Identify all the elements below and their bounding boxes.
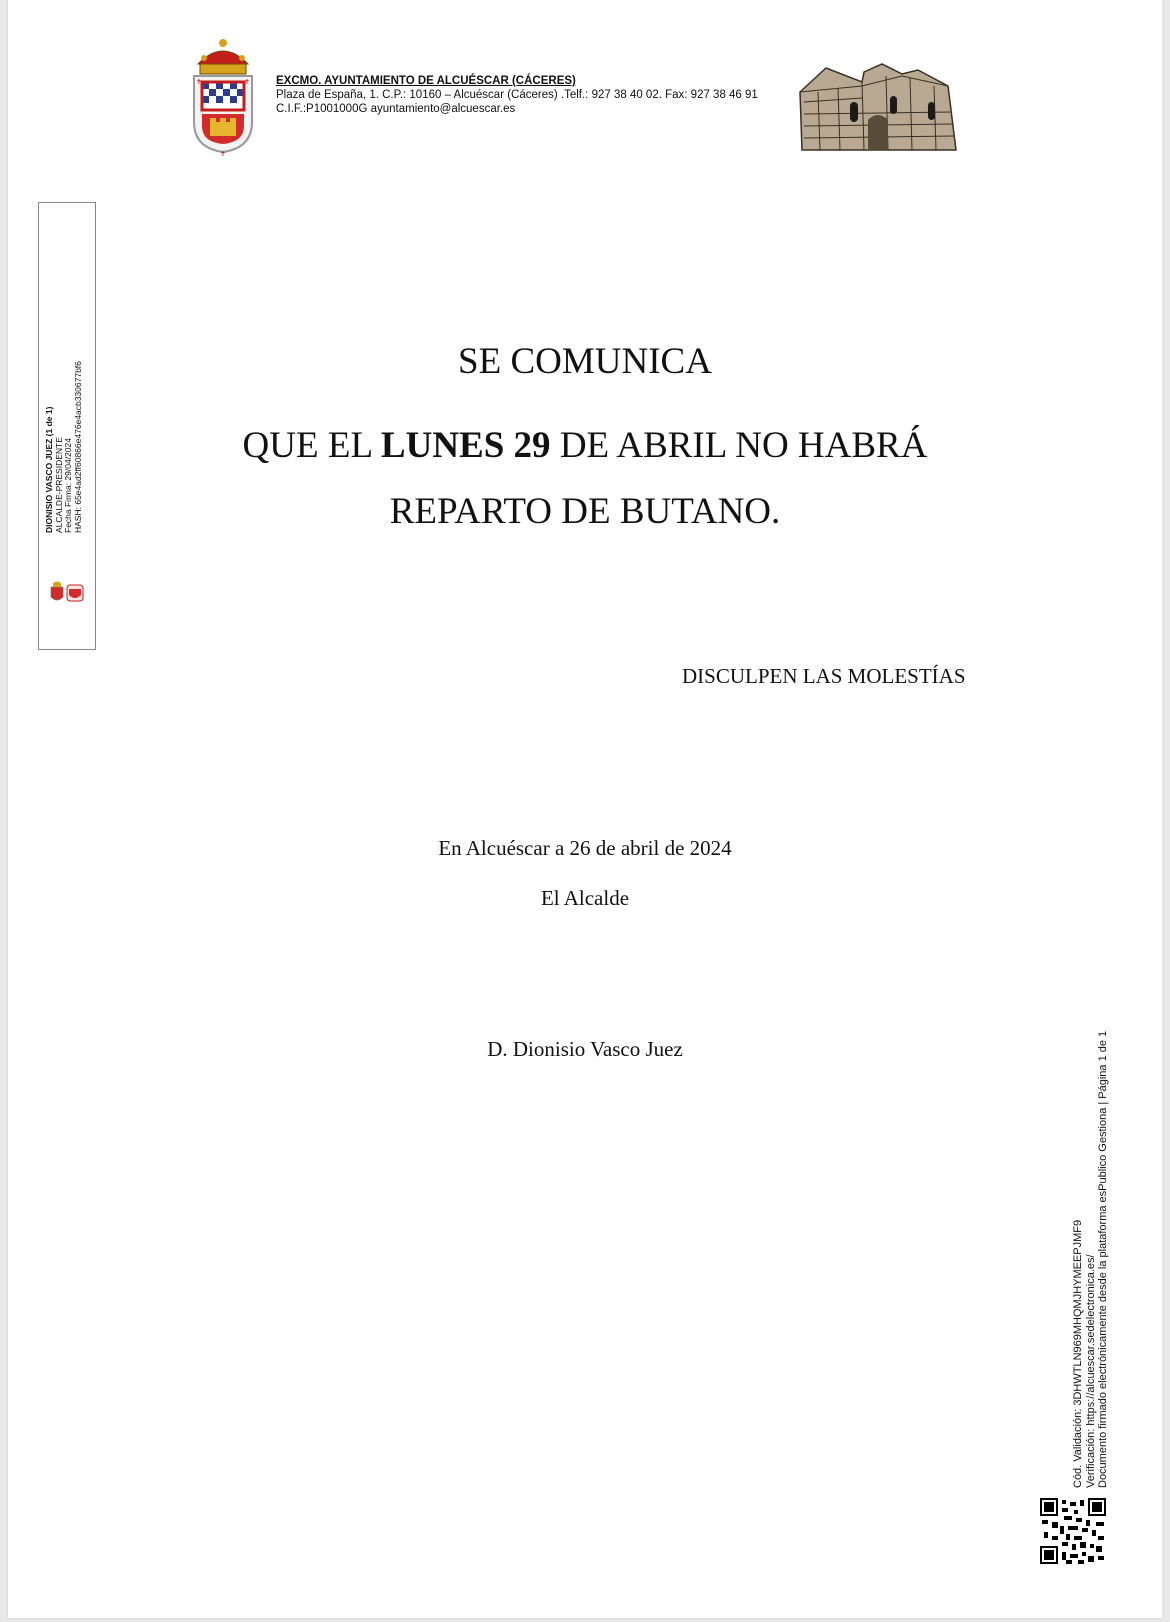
validation-text bbox=[1072, 988, 1110, 1488]
institution-title: EXCMO. AYUNTAMIENTO DE ALCUÉSCAR (CÁCERES) bbox=[276, 75, 576, 87]
qr-code-icon[interactable] bbox=[1040, 1498, 1106, 1564]
apology-text: DISCULPEN LAS MOLESTÍAS bbox=[682, 664, 966, 688]
signer-title: El Alcalde bbox=[540, 886, 630, 910]
svg-text:✝: ✝ bbox=[196, 78, 202, 86]
svg-text:✝: ✝ bbox=[220, 150, 226, 156]
line1-date-bold: LUNES 29 bbox=[380, 425, 551, 466]
svg-text:✝: ✝ bbox=[244, 78, 250, 86]
document-page bbox=[8, 0, 1162, 1618]
signature-date: Fecha Firma: 29/04/2024 bbox=[63, 438, 73, 533]
validation-url: Verificación: https://alcuescar.sedelectronica.es/ bbox=[1084, 1254, 1097, 1488]
signature-hash: HASH: 65e4ad2ff60866e476e4acb330677bf6 bbox=[72, 361, 83, 533]
institution-address: Plaza de España, 1. C.P.: 10160 – Alcuéscar (Cáceres) .Telf.: 927 38 40 02. Fax: 927 38 46 91 bbox=[276, 89, 758, 101]
signer-role: ALCALDE-PRESIDENTE bbox=[53, 437, 64, 533]
coat-of-arms-icon bbox=[186, 34, 260, 156]
institution-cif: C.I.F.:P1001000G ayuntamiento@alcuescar.es bbox=[276, 103, 516, 115]
line1-suffix: DE ABRIL NO HABRÁ bbox=[550, 425, 928, 466]
validation-code: Cód. Validación: 3DHWTLN969MHQMJHYMEEPJMF9 bbox=[1072, 1219, 1084, 1488]
church-ruin-image bbox=[798, 62, 960, 154]
signer-name: DIONISIO VASCO JUEZ (1 de 1) bbox=[44, 406, 54, 533]
announcement-line-1 bbox=[0, 424, 1170, 467]
signature-logo-icon bbox=[47, 581, 87, 605]
header-text bbox=[276, 74, 758, 116]
announcement-line-2: REPARTO DE BUTANO. bbox=[389, 491, 781, 532]
place-date: En Alcuéscar a 26 de abril de 2024 bbox=[438, 836, 732, 860]
announcement-heading: SE COMUNICA bbox=[458, 341, 712, 382]
validation-platform: Documento firmado electrónicamente desde la plataforma esPublico Gestiona | Página 1 de 1 bbox=[1097, 1030, 1109, 1488]
signatory-name: D. Dionisio Vasco Juez bbox=[487, 1037, 683, 1061]
line1-prefix: QUE EL bbox=[242, 425, 381, 466]
